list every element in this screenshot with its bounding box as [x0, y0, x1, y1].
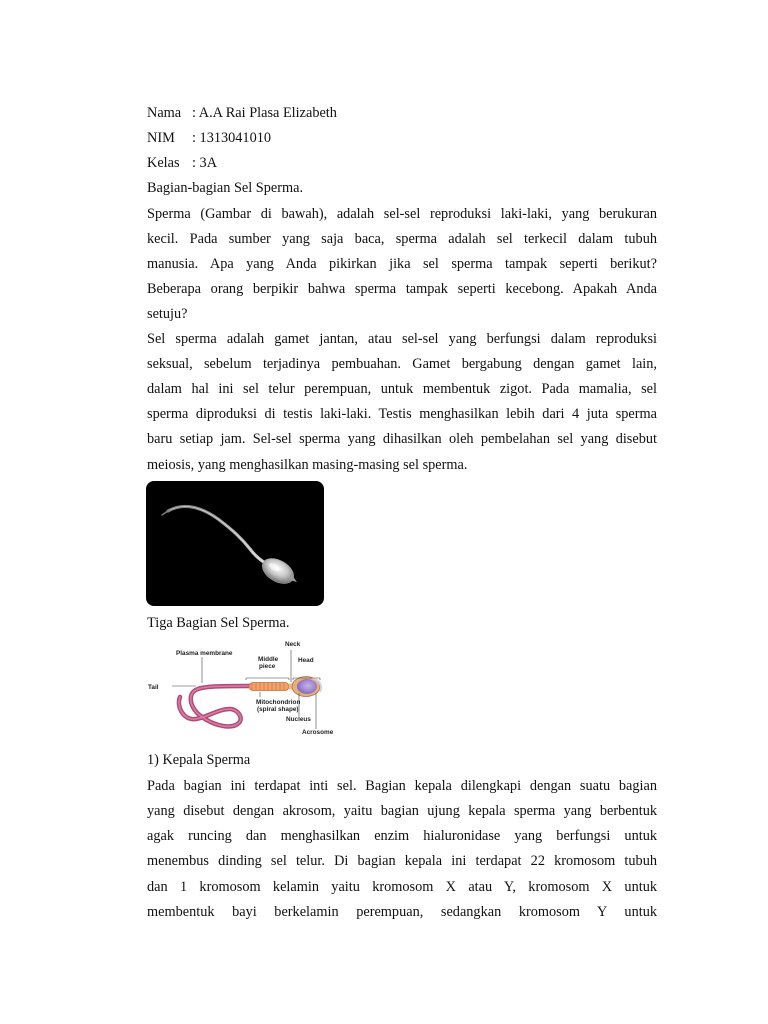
paragraph-line: membentuk bayi berkelamin perempuan, sedangkan kromosom Y untuk	[147, 904, 657, 920]
paragraph-line: agak runcing dan menghasilkan enzim hialuronidase yang berfungsi untuk	[147, 828, 657, 844]
kelas-label: Kelas	[147, 155, 180, 171]
tail-label: Tail	[148, 684, 159, 691]
paragraph-line: Beberapa orang berpikir bahwa sperma tampak seperti kecebong. Apakah Anda	[147, 281, 657, 297]
paragraph-line: manusia. Apa yang Anda pikirkan jika sel sperma tampak seperti berikut?	[147, 256, 657, 272]
paragraph-line: meiosis, yang menghasilkan masing-masing sel sperma.	[147, 457, 468, 473]
paragraph-line: kecil. Pada sumber yang saja baca, sperma adalah sel terkecil dalam tubuh	[147, 231, 657, 247]
nim-value: : 1313041010	[192, 130, 272, 146]
figure-caption: Tiga Bagian Sel Sperma.	[147, 615, 290, 631]
paragraph-line: dalam hal ini sel telur perempuan, untuk membentuk zigot. Pada mamalia, sel	[147, 381, 657, 397]
mitochondrion-label: Mitochondrion	[256, 699, 301, 706]
paragraph-line: yang disebut dengan akrosom, yaitu bagian ujung kepala sperma yang berbentuk	[147, 803, 657, 819]
sperm-illustration	[146, 481, 324, 606]
paragraph-line: seksual, sebelum terjadinya pembuahan. Gamet bergabung dengan gamet lain,	[147, 356, 657, 372]
nim-label: NIM	[147, 130, 175, 146]
plasma-membrane-label: Plasma membrane	[176, 650, 233, 657]
sperm-photo	[146, 481, 324, 606]
spiral-shape-label: (spiral shape)	[257, 706, 299, 713]
head-label: Head	[298, 657, 314, 664]
name-value: : A.A Rai Plasa Elizabeth	[192, 105, 337, 121]
kelas-value: : 3A	[192, 155, 218, 171]
paragraph-line: baru setiap jam. Sel-sel sperma yang dihasilkan oleh pembelahan sel yang disebut	[147, 431, 657, 447]
subheading: 1) Kepala Sperma	[147, 752, 251, 768]
middle-label: Middle	[258, 656, 279, 663]
piece-label: piece	[259, 663, 276, 670]
paragraph-line: dan 1 kromosom kelamin yaitu kromosom X atau Y, kromosom X untuk	[147, 879, 657, 895]
paragraph-line: sperma diproduksi di testis laki-laki. Testis menghasilkan lebih dari 4 juta sperma	[147, 406, 657, 422]
name-label: Nama	[147, 105, 182, 121]
sperm-anatomy-diagram	[146, 637, 336, 747]
paragraph-line: setuju?	[147, 306, 188, 322]
paragraph-line: Sperma (Gambar di bawah), adalah sel-sel reproduksi laki-laki, yang berukuran	[147, 206, 657, 222]
paragraph-line: menembus dinding sel telur. Di bagian kepala ini terdapat 22 kromosom tubuh	[147, 853, 657, 869]
acrosome-label: Acrosome	[302, 729, 334, 736]
paragraph-line: Sel sperma adalah gamet jantan, atau sel-sel yang berfungsi dalam reproduksi	[147, 331, 657, 347]
paragraph-line: Pada bagian ini terdapat inti sel. Bagian kepala dilengkapi dengan suatu bagian	[147, 778, 657, 794]
section-title: Bagian-bagian Sel Sperma.	[147, 180, 304, 196]
nucleus-label: Nucleus	[286, 716, 311, 723]
neck-label: Neck	[285, 641, 301, 648]
